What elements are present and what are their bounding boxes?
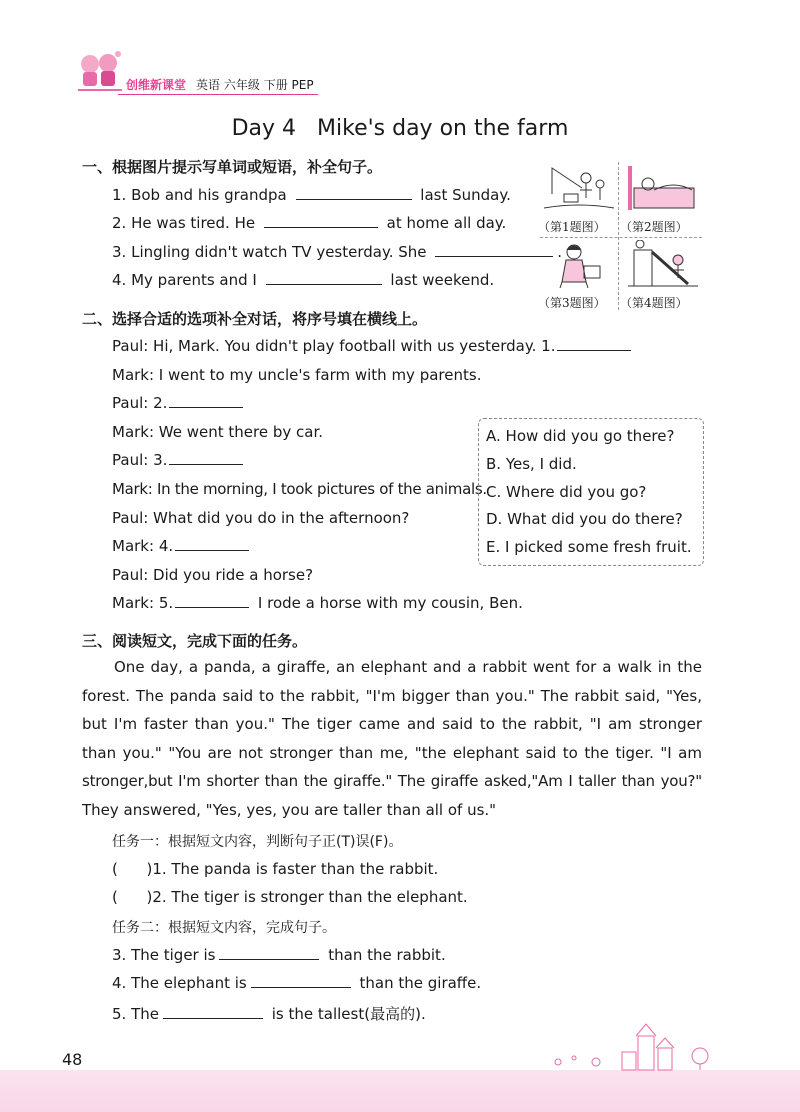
option-e: E. I picked some fresh fruit. [486, 538, 692, 556]
dialogue-line-2: Mark: I went to my uncle's farm with my parents. [112, 366, 482, 384]
answer-blank[interactable] [557, 349, 631, 351]
answer-blank[interactable] [296, 198, 412, 200]
dialogue-line-10: Mark: 5. I rode a horse with my cousin, Ben. [112, 594, 523, 612]
dialogue-line-6: Mark: In the morning, I took pictures of the animals. [112, 480, 487, 498]
answer-blank[interactable] [175, 549, 249, 551]
picture-divider-h [540, 237, 702, 239]
section1-heading: 一、根据图片提示写单词或短语，补全句子。 [82, 158, 383, 176]
section3-heading: 三、阅读短文，完成下面的任务。 [82, 632, 308, 650]
caption-3: （第3题图） [538, 296, 606, 310]
dialogue-line-1: Paul: Hi, Mark. You didn't play football with us yesterday. 1. [112, 337, 635, 355]
header-brand: 创维新课堂 [126, 78, 187, 92]
caption-4: （第4题图） [620, 296, 688, 310]
option-d: D. What did you do there? [486, 510, 683, 528]
picture-divider-v [618, 162, 620, 310]
passage-line: but I'm faster than you." The tiger came and said to the rabbit, "I am stronger [82, 715, 702, 734]
s1-item-1: 1. Bob and his grandpa last Sunday. [112, 186, 511, 204]
picture-4-slide [626, 240, 700, 290]
s1-item-3: 3. Lingling didn't watch TV yesterday. She . [112, 243, 563, 261]
option-b: B. Yes, I did. [486, 455, 577, 473]
footer-band [0, 1070, 800, 1112]
section2-heading: 二、选择合适的选项补全对话，将序号填在横线上。 [82, 310, 428, 328]
header-info [196, 76, 314, 93]
task2-heading: 任务二：根据短文内容，完成句子。 [112, 920, 336, 936]
header-underline [118, 94, 318, 95]
answer-paren[interactable]: ( ) [112, 860, 153, 878]
option-c: C. Where did you go? [486, 483, 647, 501]
header-edition: PEP [291, 78, 314, 92]
header-logo [74, 48, 126, 96]
s1-item-2: 2. He was tired. He at home all day. [112, 214, 507, 232]
answer-blank[interactable] [266, 283, 382, 285]
task1-item-2: ( )2. The tiger is stronger than the elephant. [112, 888, 468, 906]
passage-line: One day, a panda, a giraffe, an elephant and a rabbit went for a walk in the [114, 658, 702, 676]
task1-heading: 任务一：根据短文内容，判断句子正(T)误(F)。 [112, 834, 403, 850]
answer-blank[interactable] [169, 406, 243, 408]
passage-line: forest. The panda said to the rabbit, "I'm bigger than you." The rabbit said, "Yes, [82, 686, 702, 705]
picture-3-reading [550, 242, 610, 290]
answer-blank[interactable] [251, 986, 351, 988]
passage-line: They answered, "Yes, yes, you are taller than all of us." [82, 800, 497, 819]
reading-passage [82, 653, 702, 825]
answer-blank[interactable] [435, 255, 553, 257]
option-a: A. How did you go there? [486, 427, 675, 445]
caption-2: （第2题图） [620, 220, 688, 234]
task1-item-1: ( )1. The panda is faster than the rabbit. [112, 860, 439, 878]
caption-1: （第1题图） [538, 220, 606, 234]
dialogue-line-8: Mark: 4. [112, 537, 253, 555]
task2-item-3: 3. The tiger is than the rabbit. [112, 946, 446, 964]
dialogue-line-3: Paul: 2. [112, 394, 247, 412]
task2-item-5: 5. The is the tallest(最高的). [112, 1005, 426, 1023]
answer-blank[interactable] [169, 463, 243, 465]
passage-line: than you." "You are not stronger than me, "the elephant said to the tiger. "I am [82, 743, 702, 762]
dialogue-line-4: Mark: We went there by car. [112, 423, 324, 441]
answer-blank[interactable] [264, 226, 378, 228]
passage-line: stronger,but I'm shorter than the giraffe." The giraffe asked,"Am I taller than you?" [82, 772, 702, 791]
answer-paren[interactable]: ( ) [112, 888, 153, 906]
answer-blank[interactable] [219, 958, 319, 960]
page-title: Day 4 Mike's day on the farm [231, 116, 569, 141]
s1-item-4: 4. My parents and I last weekend. [112, 271, 495, 289]
picture-2-sleeping [624, 164, 698, 214]
header-grade: 六年级 [223, 78, 260, 92]
dialogue-line-5: Paul: 3. [112, 451, 247, 469]
task2-item-4: 4. The elephant is than the giraffe. [112, 974, 482, 992]
picture-1-fishing [542, 164, 616, 214]
dialogue-line-7: Paul: What did you do in the afternoon? [112, 509, 410, 527]
answer-blank[interactable] [163, 1017, 263, 1019]
answer-blank[interactable] [175, 606, 249, 608]
page-number: 48 [62, 1050, 83, 1069]
header-volume: 下册 [263, 78, 288, 92]
footer-castle-decoration [548, 1022, 728, 1072]
header-subject: 英语 [196, 78, 221, 92]
dialogue-line-9: Paul: Did you ride a horse? [112, 566, 314, 584]
